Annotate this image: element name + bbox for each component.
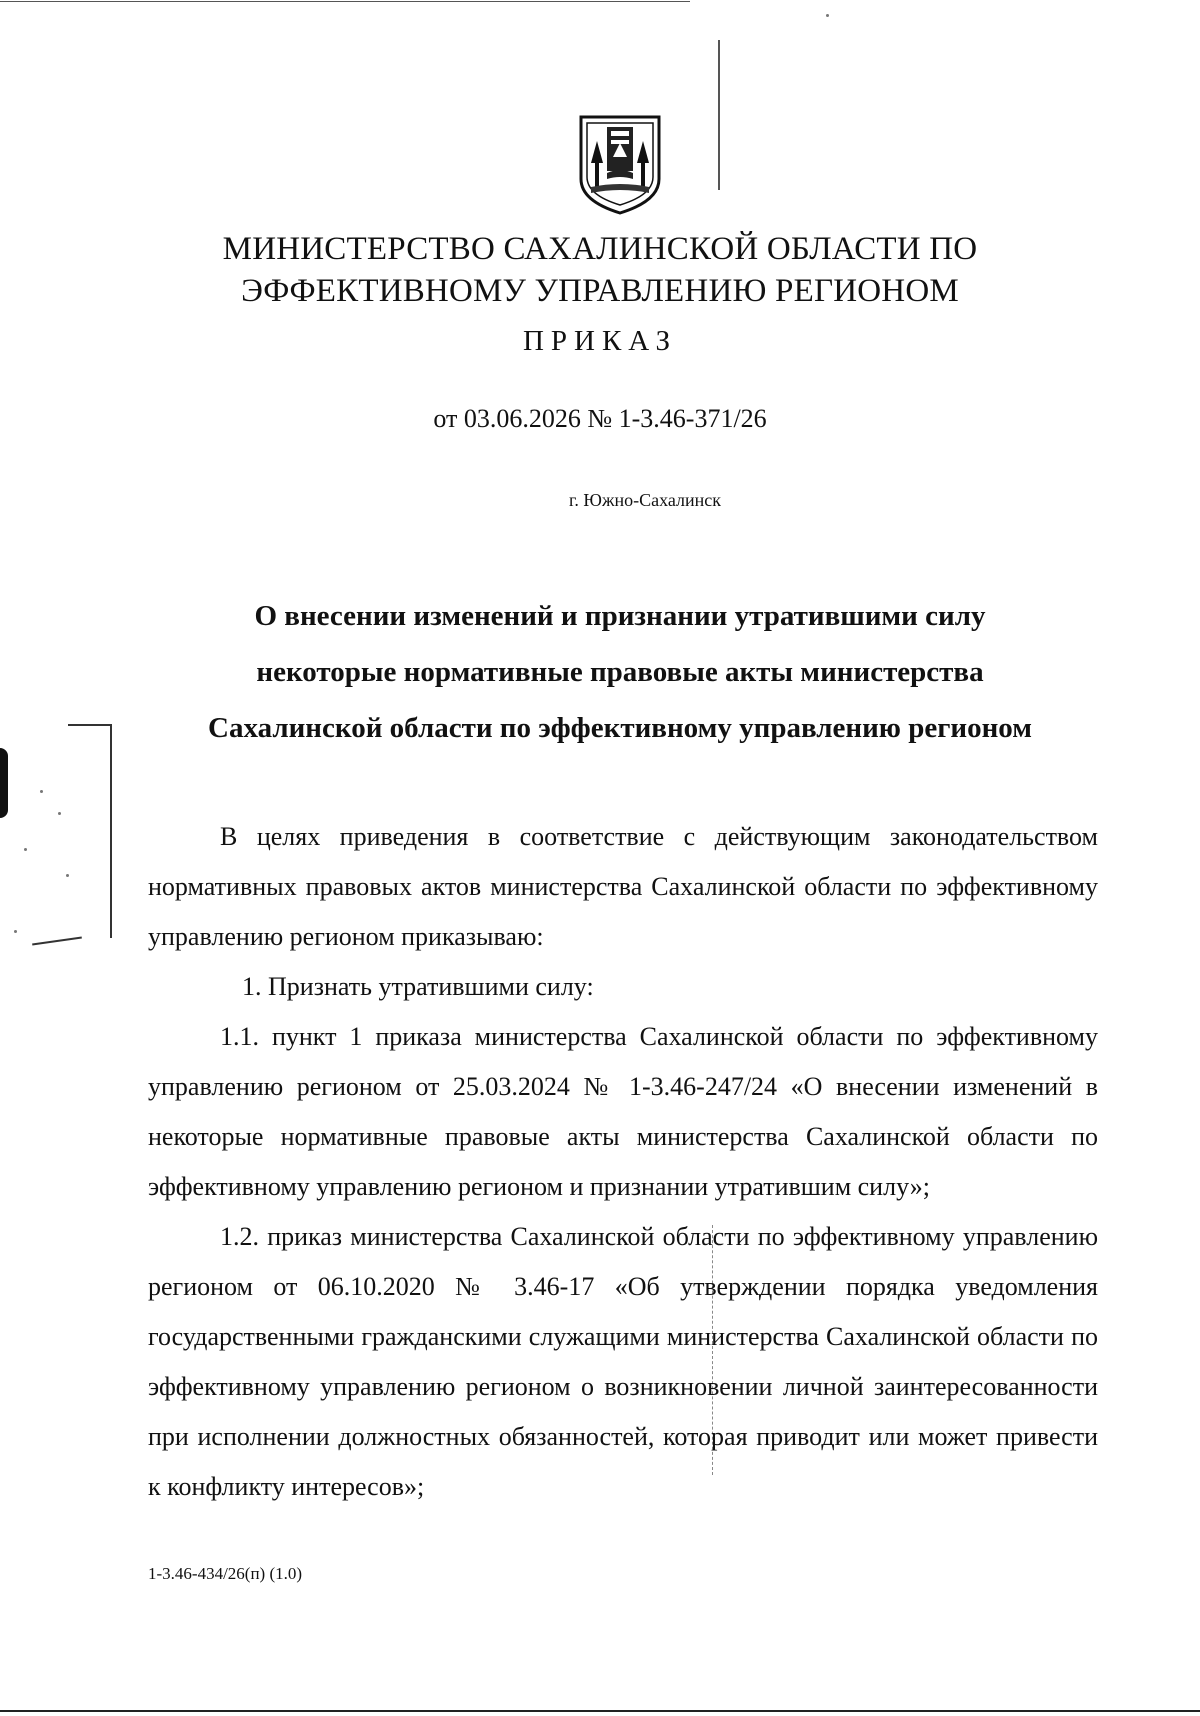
scan-artifact-top-line [0,1,690,2]
scan-artifact-left-mark [0,748,8,818]
item-1-1-paragraph: 1.1. пункт 1 приказа министерства Сахалинской области по эффективному управлению регионом от 25.03.2024 № 1-3.46-247/24 «О внесении изменений в некоторые нормативные правовые акты министерства Сахалинской области по эффективному управлению регионом и признании утратившим силу»; [148,1022,1098,1201]
document-title-line: Сахалинской области по эффективному управлению регионом [208,712,1032,744]
ministry-name-line: ЭФФЕКТИВНОМУ УПРАВЛЕНИЮ РЕГИОНОМ [241,273,959,309]
scan-artifact-bottom-line [0,1710,1200,1712]
ministry-name [100,228,1100,312]
item-1-2-paragraph: 1.2. приказ министерства Сахалинской области по эффективному управлению регионом от 06.10.2020 № 3.46-17 «Об утверждении порядка уведомления государственными гражданскими служащими министерства Сахалинской области по эффективному управлению регионом о возникновении личной заинтересованности при исполнении должностных обязанностей, которая приводит или может привести к конфликту интересов»; [148,1222,1098,1501]
sakhalin-coat-of-arms-icon [577,113,663,215]
document-title-line: О внесении изменений и признании утратившими силу [254,600,986,632]
document-body [148,812,1098,1512]
document-title-line: некоторые нормативные правовые акты министерства [256,656,984,688]
scan-artifact-bracket [68,724,112,938]
order-date-number: от 03.06.2026 № 1-3.46-371/26 [433,404,767,433]
scan-speck [40,790,43,793]
document-code: 1-3.46-434/26(п) (1.0) [148,1564,303,1583]
scan-speck [24,848,27,851]
scan-speck [66,874,69,877]
scan-speck [826,14,829,17]
city-name: г. Южно-Сахалинск [568,490,722,510]
document-title [130,588,1110,756]
scan-speck [58,812,61,815]
ministry-name-line: МИНИСТЕРСТВО САХАЛИНСКОЙ ОБЛАСТИ ПО [222,231,978,267]
scan-artifact-vertical-line [718,40,720,190]
document-type: ПРИКАЗ [522,325,678,357]
item-1-paragraph: 1. Признать утратившими силу: [242,972,594,1001]
scan-speck [14,930,17,933]
preamble-paragraph: В целях приведения в соответствие с действующим законодательством нормативных правовых актов министерства Сахалинской области по эффективному управлению регионом приказываю: [148,822,1098,951]
